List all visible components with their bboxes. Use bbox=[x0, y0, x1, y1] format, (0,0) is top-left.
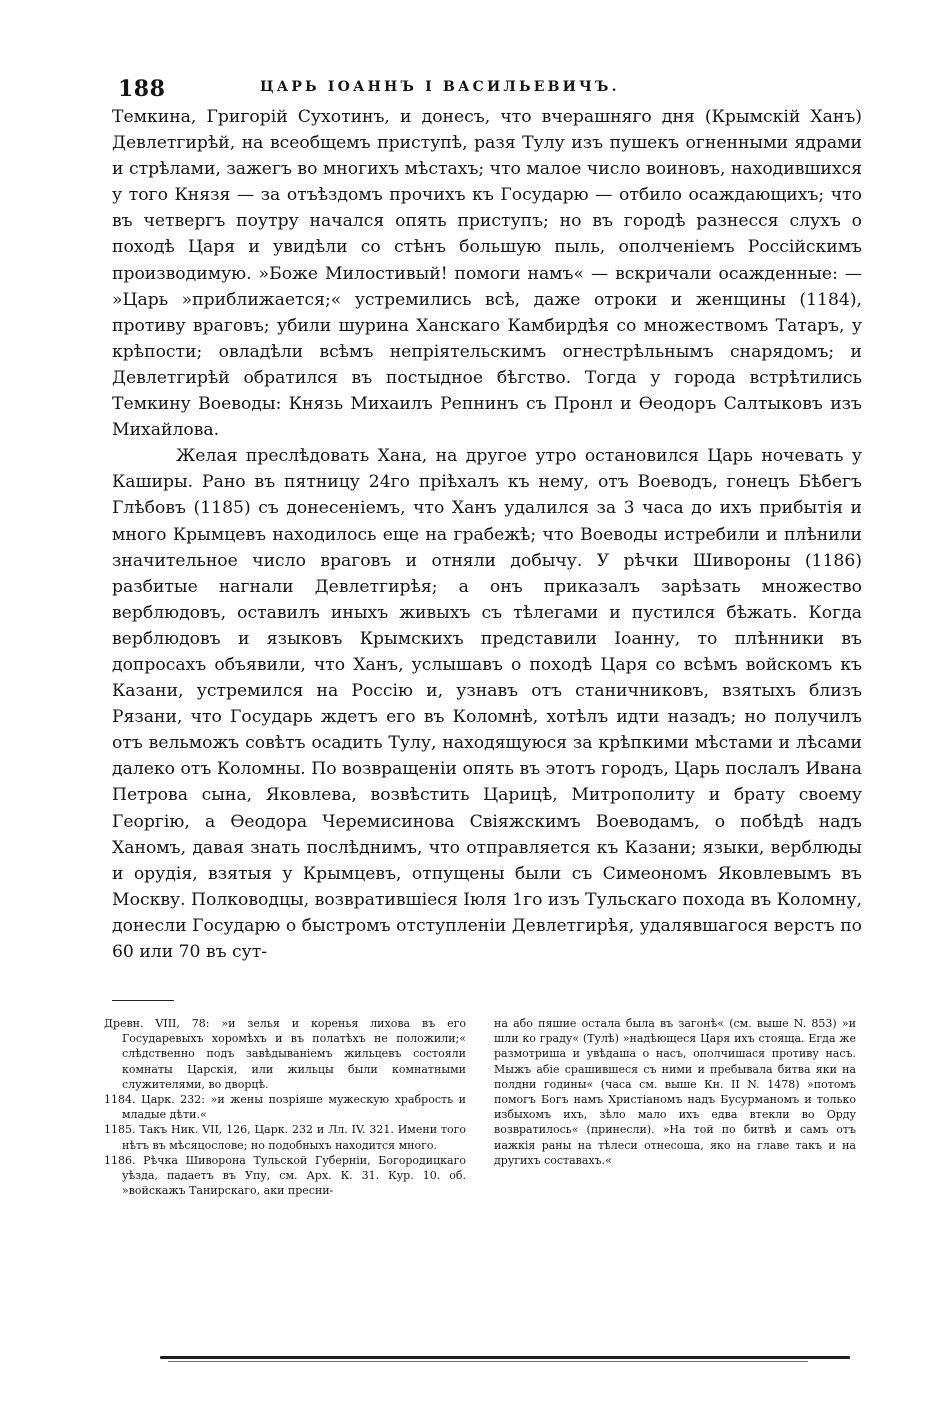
main-text bbox=[112, 104, 862, 965]
footnotes bbox=[104, 1016, 856, 1198]
footnotes-right-column bbox=[494, 1016, 856, 1198]
footnote: 1184. Царк. 232: »и жены позріяше мужескую храбрость и младые дѣти.« bbox=[104, 1093, 466, 1122]
running-title: ЦАРЬ ІОАННЪ І ВАСИЛЬЕВИЧЪ. bbox=[260, 79, 620, 95]
bottom-rule-thin bbox=[168, 1361, 808, 1362]
page-header bbox=[118, 76, 848, 106]
footnote: 1185. Такъ Ник. VII, 126, Царк. 232 и Лл. IV. 321. Имени того нѣтъ въ мѣсяцослове; но подобныхъ находится много. bbox=[104, 1123, 466, 1152]
footnote: на або пяшие остала была въ загонѣ« (см. выше N. 853) »и шли ко граду« (Тулѣ) »надѣющеся Царя ихъ стояща. Егда же размотриша и увѣдаша о насъ, ополчишася противу насъ. Мыжъ абіе срашившеся съ ними и пребывала битва яки на полдни годины« (часа см. выше Кн. II N. 1478) »потомъ помогъ Богъ намъ Христіаномъ надъ Бусурманомъ и только избыхомъ ихъ, зѣло мало ихъ едва втекли во Орду возвратилось« (принесли). »На той по битвѣ и самъ отъ иажкія раны на тѣлеси отнесоша, яко на главе такъ и на другихъ составахъ.« bbox=[494, 1017, 856, 1167]
footnote: 1186. Рѣчка Шиворона Тульской Губерніи, Богородицкаго уѣзда, падаетъ въ Упу, см. Арх. К. 31. Кур. 10. об. »войскажъ Танирскаго, аки пресни- bbox=[104, 1153, 466, 1198]
body-paragraph: Темкина, Григорій Сухотинъ, и донесъ, что вчерашняго дня (Крымскій Ханъ) Девлетгирѣй, на всеобщемъ приступѣ, разя Тулу изъ пушекъ огненными ядрами и стрѣлами, зажегъ во многихъ мѣстахъ; что малое число воиновъ, находившихся у того Князя — за отъѣздомъ прочихъ къ Государю — отбило осаждающихъ; что въ четвергъ поутру начался опять приступъ; но въ городѣ разнесся слухъ о походѣ Царя и увидѣли со стѣнъ большую пыль, ополченіемъ Россійскимъ производимую. »Боже Милостивый! помоги намъ« — вскричали осажденные: — »Царь »приближается;« устремились всѣ, даже отроки и женщины (1184), противу враговъ; убили шурина Ханскаго Камбирдѣя со множествомъ Татаръ, у крѣпости; овладѣли всѣмъ непріятельскимъ огнестрѣльнымъ снарядомъ; и Девлетгирѣй обратился въ постыдное бѣгство. Тогда у города встрѣтились Темкину Воеводы: Князь Михаилъ Репнинъ съ Пронл и Ѳеодоръ Салтыковъ изъ Михайлова. bbox=[112, 107, 862, 441]
body-paragraph: Желая преслѣдовать Хана, на другое утро остановился Царь ночевать у Каширы. Рано въ пятницу 24го пріѣхалъ къ нему, отъ Воеводъ, гонецъ Бѣбегъ Глѣбовъ (1185) съ донесеніемъ, что Ханъ удалился за 3 часа до ихъ прибытія и много Крымцевъ находилось еще на грабежѣ; что Воеводы истребили и плѣнили значительное число враговъ и отняли добычу. У рѣчки Шивороны (1186) разбитые нагнали Девлетгирѣя; а онъ приказалъ зарѣзать множество верблюдовъ, оставилъ иныхъ живыхъ съ тѣлегами и пустился бѣжать. Когда верблюдовъ и языковъ Крымскихъ представили Іоанну, то плѣнники въ допросахъ объявили, что Ханъ, услышавъ о походѣ Царя со всѣмъ войскомъ къ Казани, устремился на Россію и, узнавъ отъ станичниковъ, взятыхъ близъ Рязани, что Государь ждетъ его въ Коломнѣ, хотѣлъ идти назадъ; но получилъ отъ вельможъ совѣтъ осадить Тулу, находящуюся за крѣпкими мѣстами и лѣсами далеко отъ Коломны. По возвращеніи опять въ этотъ городъ, Царь послалъ Ивана Петрова сына, Яковлева, возвѣстить Царицѣ, Митрополиту и брату своему Георгію, а Ѳеодора Черемисинова Свіяжскимъ Воеводамъ, о побѣдѣ надъ Ханомъ, давая знать послѣднимъ, что отправляется къ Казани; языки, верблюды и орудія, взятыя у Крымцевъ, отпущены были съ Симеономъ Яковлевымъ въ Москву. Полководцы, возвратившіеся Іюля 1го изъ Тульскаго похода въ Коломну, донесли Государю о быстромъ отступленіи Девлетгирѣя, удалявшагося верстъ по 60 или 70 въ сут- bbox=[112, 446, 862, 962]
footnote-separator bbox=[112, 1000, 174, 1001]
footnote: Древн. VIII, 78: »и зелья и коренья лихова въ его Государевыхъ хоромѣхъ и въ полатѣхъ не положили;« слѣдственно подъ завѣдываніемъ жильцевъ состояли комнаты Царскія, или жильцы были комнатными служителями, во дворцѣ. bbox=[104, 1017, 466, 1091]
footnotes-left-column bbox=[104, 1016, 466, 1198]
page-number: 188 bbox=[118, 76, 166, 102]
bottom-rule bbox=[160, 1356, 850, 1359]
